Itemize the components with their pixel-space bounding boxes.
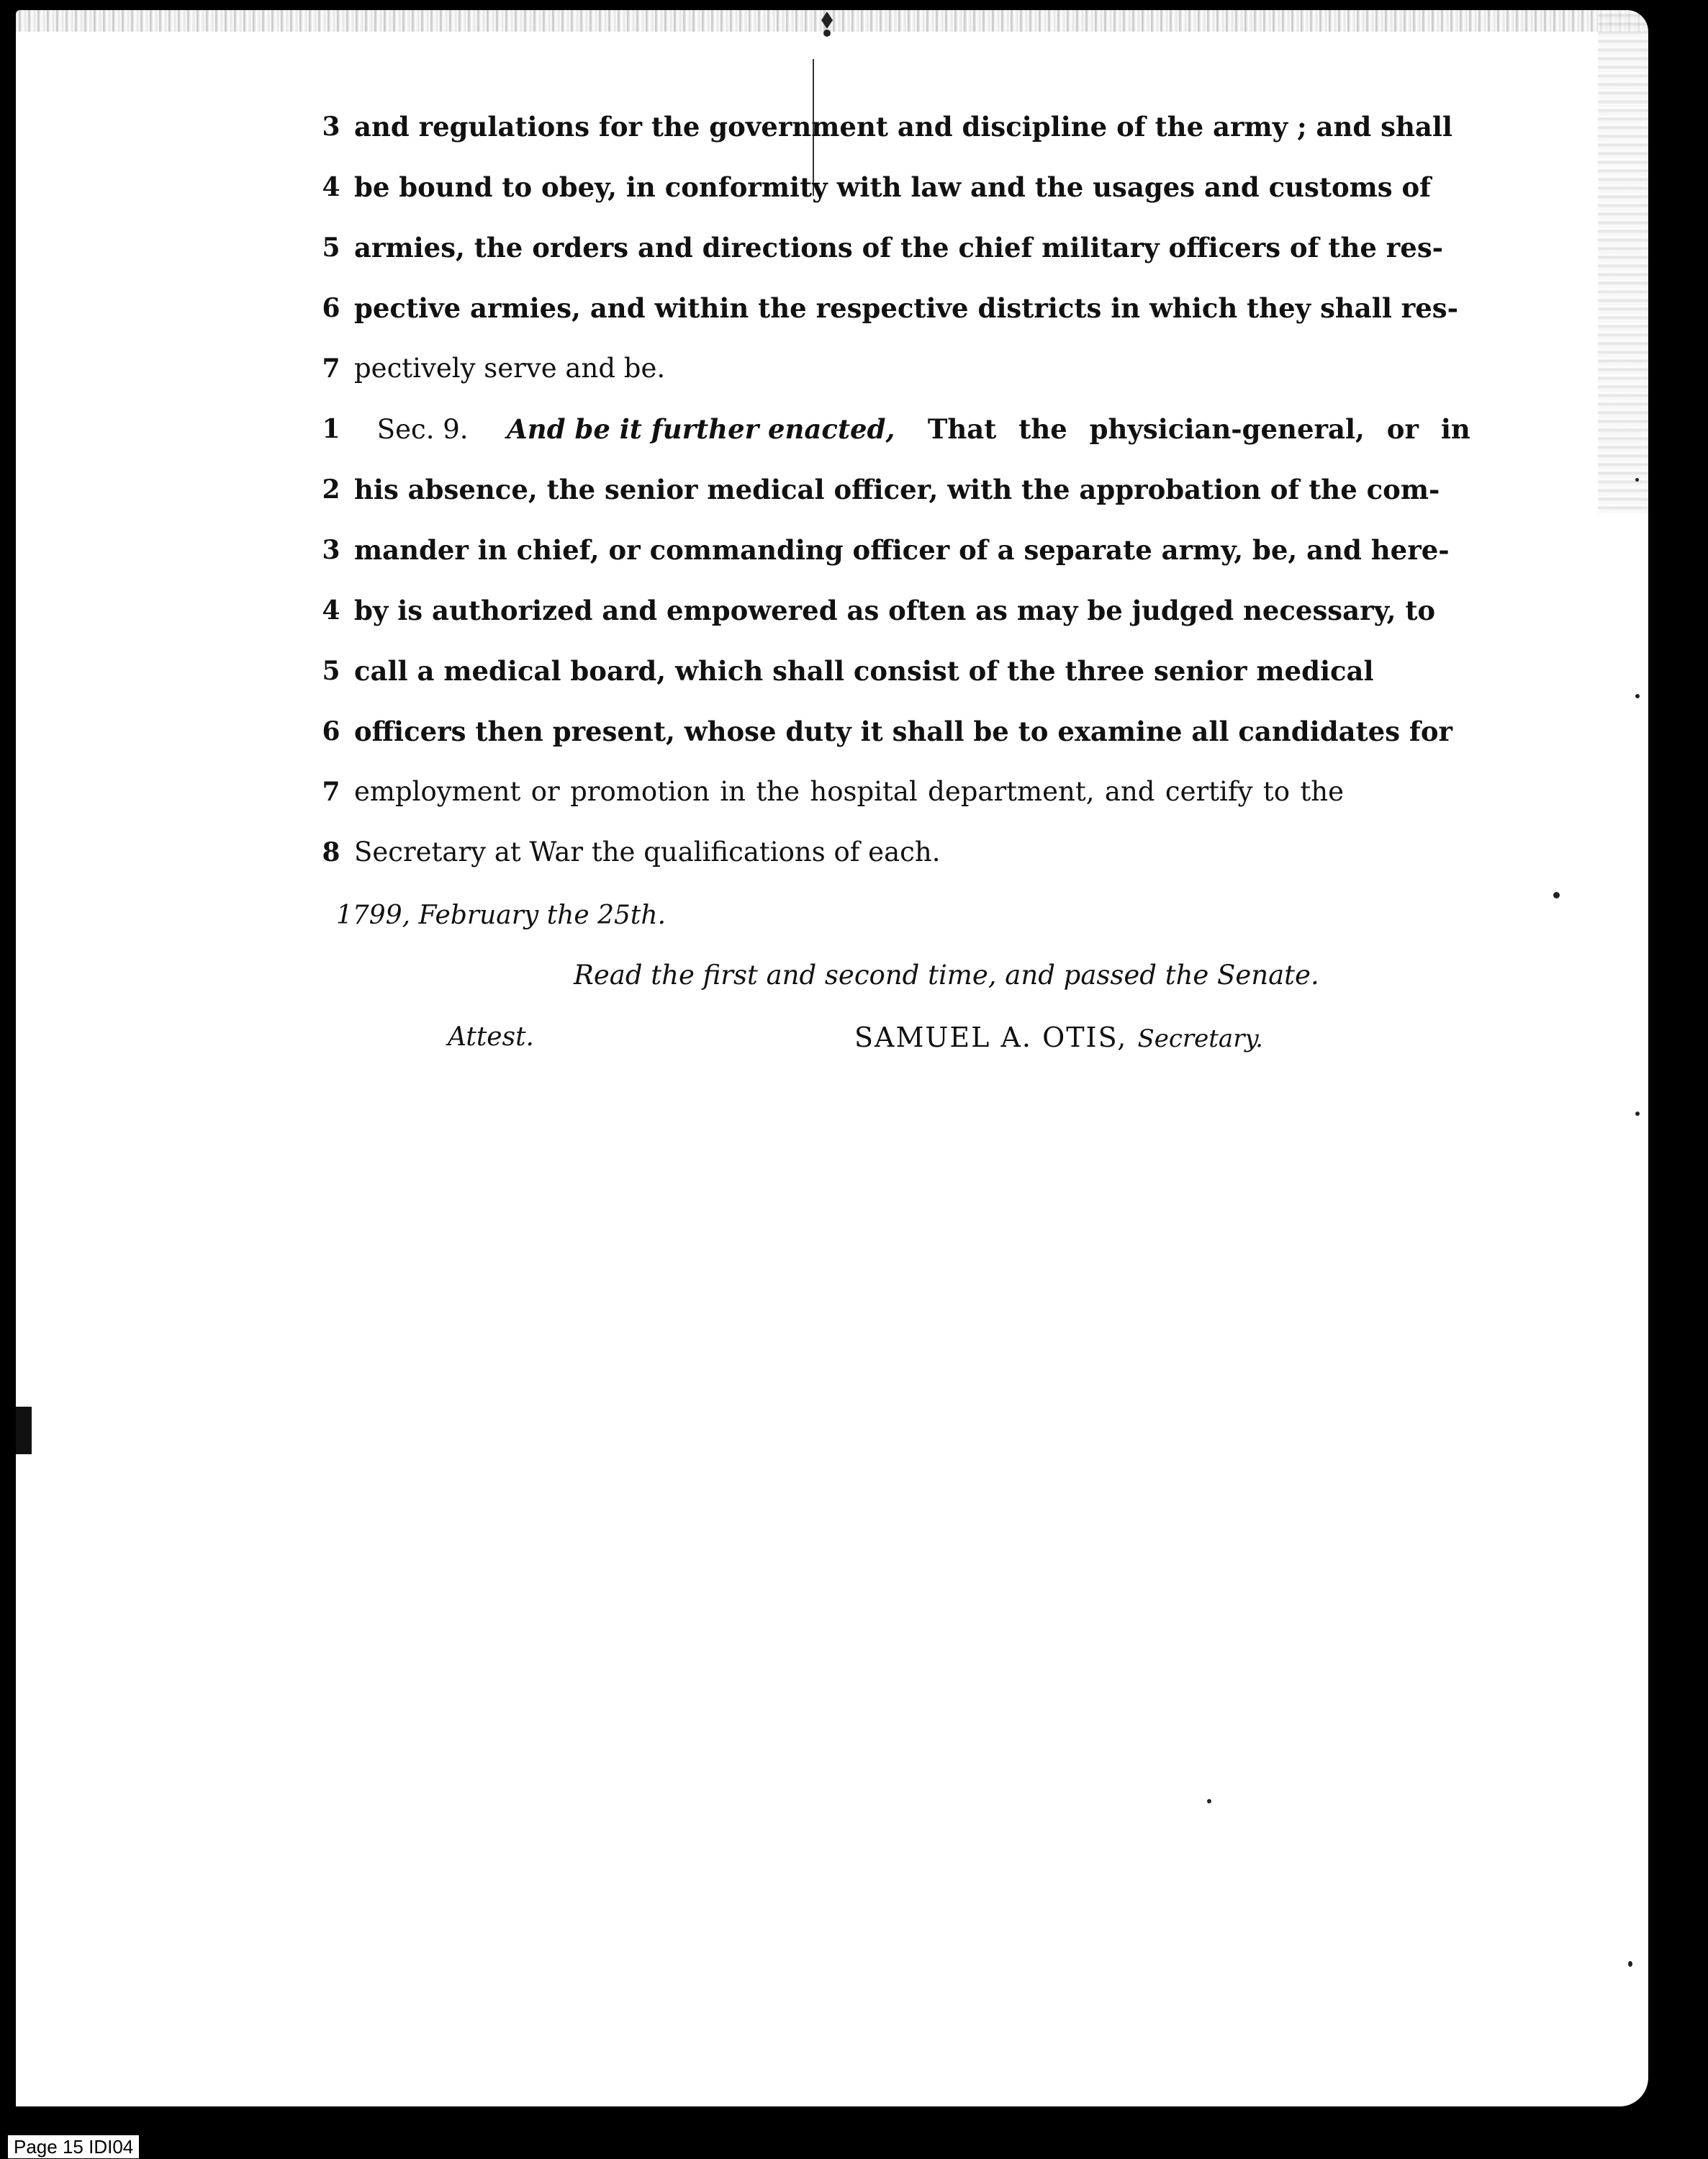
secretary-signature xyxy=(854,1017,1263,1059)
secretary-name: SAMUEL A. OTIS, xyxy=(854,1022,1128,1053)
text-line: pective armies, and within the respective districts in which they shall res- xyxy=(354,292,1458,324)
scan-noise-right xyxy=(1598,10,1648,514)
section-number: Sec. 9. xyxy=(376,414,469,445)
line-number: 6 xyxy=(322,293,340,323)
text-line: armies, the orders and directions of the chief military officers of the res- xyxy=(354,232,1444,263)
text-line: call a medical board, which shall consist of the three senior medical xyxy=(354,655,1374,687)
line-number: 7 xyxy=(322,777,340,807)
line-number: 7 xyxy=(322,353,340,384)
scan-speck xyxy=(1628,1961,1632,1967)
secretary-title: Secretary. xyxy=(1137,1024,1263,1053)
scan-speck xyxy=(1635,694,1640,698)
scan-speck xyxy=(1635,1112,1640,1116)
line-number: 5 xyxy=(322,233,340,263)
text-line: mander in chief, or commanding officer of a separate army, be, and here- xyxy=(354,534,1450,566)
page-identifier: Page 15 IDI04 xyxy=(7,2135,140,2159)
section-text: That the physician-general, or in xyxy=(927,413,1470,445)
enacting-clause: And be it further enacted, xyxy=(507,413,895,445)
line-number: 1 xyxy=(322,414,340,444)
section-heading-line xyxy=(354,407,1470,451)
line-number: 6 xyxy=(322,716,340,747)
text-line: employment or promotion in the hospital department, and certify to the xyxy=(354,776,1344,807)
text-line: by is authorized and empowered as often as may be judged necessary, to xyxy=(354,595,1436,626)
text-line: and regulations for the government and discipline of the army ; and shall xyxy=(354,111,1452,143)
attest-label: Attest. xyxy=(448,1022,534,1052)
line-number: 8 xyxy=(322,837,340,867)
line-number: 4 xyxy=(322,172,340,202)
text-line: pectively serve and be. xyxy=(354,353,666,384)
text-line: be bound to obey, in conformity with law and the usages and customs of xyxy=(354,171,1432,203)
line-number: 4 xyxy=(322,595,340,626)
scanned-page xyxy=(16,10,1648,2106)
line-number: 3 xyxy=(322,535,340,565)
line-number: 2 xyxy=(322,474,340,505)
binding-mark xyxy=(16,1407,32,1454)
senate-passage-note: Read the first and second time, and passed the Senate. xyxy=(574,960,1319,991)
scan-speck xyxy=(1207,1799,1211,1803)
text-line: his absence, the senior medical officer, with the approbation of the com- xyxy=(354,474,1440,505)
line-number: 5 xyxy=(322,656,340,686)
text-line: officers then present, whose duty it shall be to examine all candidates for xyxy=(354,716,1452,747)
scan-speck xyxy=(1635,478,1639,482)
text-line: Secretary at War the qualifications of each. xyxy=(354,837,941,867)
bill-date: 1799, February the 25th. xyxy=(336,901,667,930)
scan-speck xyxy=(1553,892,1560,898)
line-number: 3 xyxy=(322,112,340,142)
ornament-icon xyxy=(811,10,843,42)
